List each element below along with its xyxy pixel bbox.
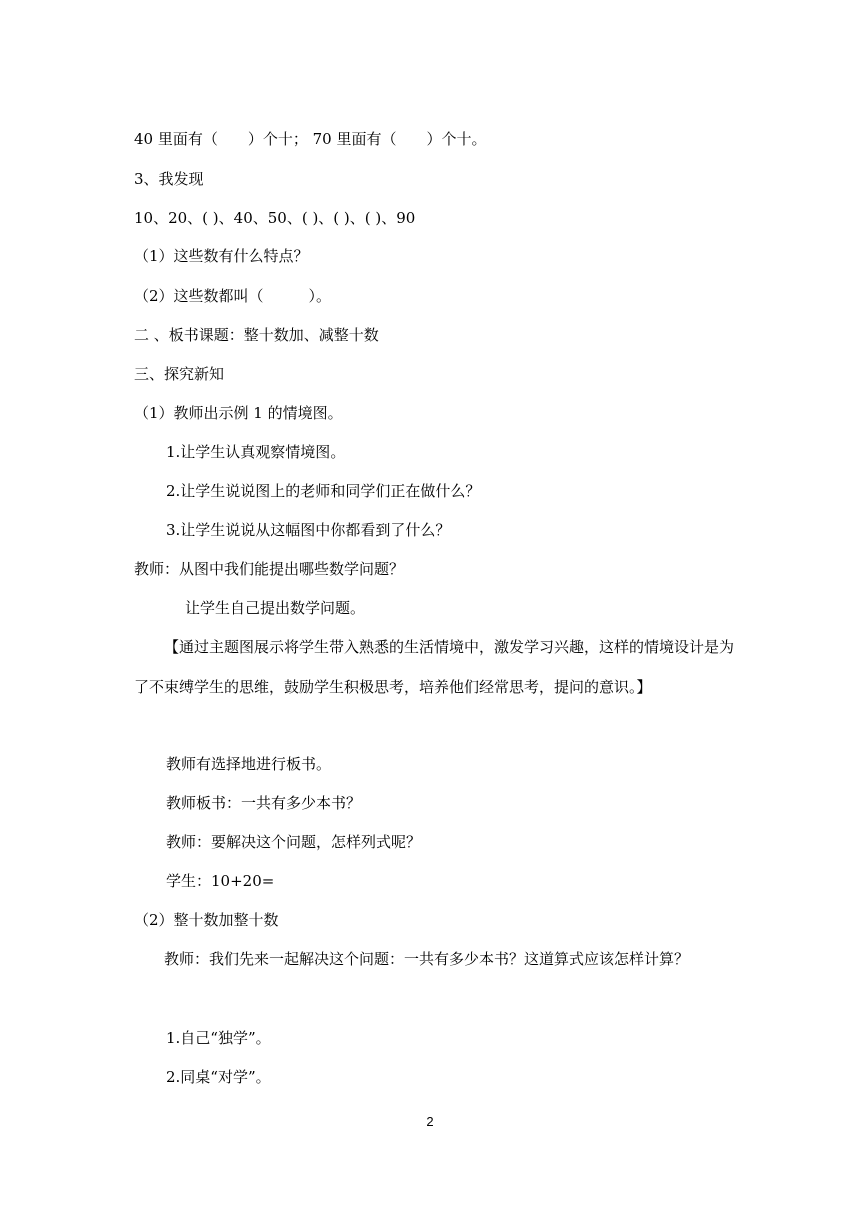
list-item: 2.同桌“对学”。 (166, 1068, 271, 1086)
text-line: 教师：从图中我们能提出哪些数学问题？ (134, 560, 405, 578)
body-paragraph (134, 939, 734, 979)
paragraph-text: 教师：我们先来一起解决这个问题：一共有多少本书？这道算式应该怎样计算？ (164, 950, 690, 968)
list-item: 1.自己“独学”。 (166, 1029, 271, 1047)
text-line: 教师：要解决这个问题，怎样列式呢？ (166, 833, 422, 851)
text-line: 40 里面有（ ）个十； 70 里面有（ ）个十。 (134, 130, 487, 148)
text-line: （1）这些数有什么特点？ (134, 247, 309, 265)
text-line: （1）教师出示例 1 的情境图。 (134, 404, 343, 422)
text-line: 学生：10+20= (166, 872, 275, 890)
text-line: 让学生自己提出数学问题。 (185, 599, 366, 617)
section-heading: 二 、板书课题：整十数加、减整十数 (134, 326, 379, 344)
text-line: 教师有选择地进行板书。 (166, 755, 332, 773)
note-paragraph (134, 627, 734, 707)
section-heading: 3、我发现 (134, 170, 204, 188)
text-line: （2）这些数都叫（ ）。 (134, 287, 332, 305)
list-item: 2.让学生说说图上的老师和同学们正在做什么？ (166, 482, 481, 500)
note-text: 【通过主题图展示将学生带入熟悉的生活情境中，激发学习兴趣，这样的情境设计是为了不束缚学生的思维，鼓励学生积极思考，培养他们经常思考，提问的意识。】 (134, 638, 735, 696)
list-item: 1.让学生认真观察情境图。 (166, 443, 346, 461)
list-item: 3.让学生说说从这幅图中你都看到了什么？ (166, 521, 451, 539)
page-number: 2 (426, 1114, 434, 1129)
text-line: 教师板书：一共有多少本书？ (166, 794, 362, 812)
text-line: 10、20、( )、40、50、( )、( )、( )、90 (134, 209, 416, 227)
section-heading: （2）整十数加整十数 (134, 911, 279, 929)
section-heading: 三、探究新知 (134, 365, 225, 383)
